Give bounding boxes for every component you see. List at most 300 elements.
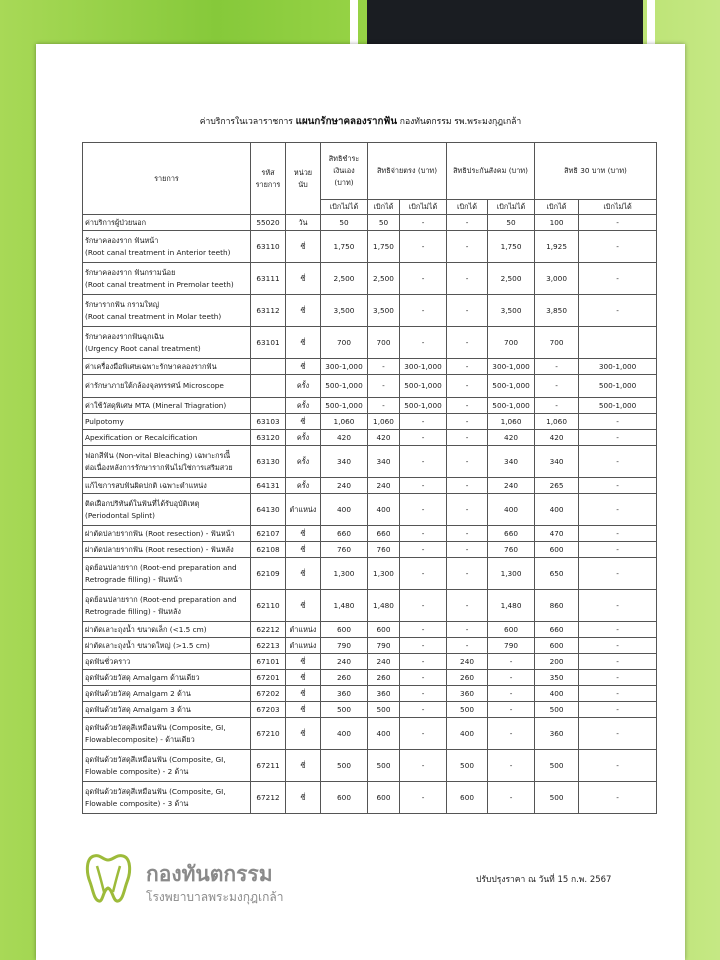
row-price-direct-not-claimable: 300-1,000: [400, 359, 447, 375]
subheader-claimable: เบิกได้: [368, 200, 400, 215]
title-main: แผนกรักษาคลองรากฟัน: [295, 116, 398, 127]
row-price-self-pay-not-claimable: 240: [321, 478, 368, 494]
row-price-social-claimable: 600: [447, 782, 488, 814]
row-unit: ซี่: [286, 558, 321, 590]
row-price-uc30-not-claimable: 300-1,000: [579, 359, 657, 375]
row-price-uc30-claimable: 400: [535, 494, 579, 526]
row-price-social-claimable: -: [447, 263, 488, 295]
row-price-social-claimable: -: [447, 494, 488, 526]
row-code: 55020: [251, 215, 286, 231]
row-price-uc30-claimable: -: [535, 359, 579, 375]
row-price-self-pay-not-claimable: 400: [321, 718, 368, 750]
row-price-social-claimable: -: [447, 295, 488, 327]
table-row: [83, 494, 657, 526]
row-price-social-claimable: -: [447, 622, 488, 638]
row-code: 63130: [251, 446, 286, 478]
row-price-direct-not-claimable: -: [400, 750, 447, 782]
row-code: 63110: [251, 231, 286, 263]
table-row: [83, 702, 657, 718]
row-item-name: ค่ารักษาภายใต้กล้องจุลทรรศน์ Microscope: [83, 375, 251, 398]
table-row: [83, 590, 657, 622]
row-price-uc30-not-claimable: -: [579, 670, 657, 686]
row-unit: ซี่: [286, 295, 321, 327]
row-code: [251, 398, 286, 414]
row-price-social-not-claimable: 660: [488, 526, 535, 542]
row-price-uc30-not-claimable: -: [579, 622, 657, 638]
row-price-social-claimable: 400: [447, 718, 488, 750]
row-price-direct-claimable: 500: [368, 750, 400, 782]
table-row: [83, 526, 657, 542]
row-price-uc30-claimable: 660: [535, 622, 579, 638]
row-price-direct-not-claimable: -: [400, 327, 447, 359]
row-item-name: อุดฟันชั่วคราว: [83, 654, 251, 670]
row-code: 64130: [251, 494, 286, 526]
row-price-uc30-not-claimable: -: [579, 494, 657, 526]
table-row: [83, 638, 657, 654]
row-price-social-claimable: -: [447, 638, 488, 654]
row-code: 67201: [251, 670, 286, 686]
row-price-uc30-claimable: 340: [535, 446, 579, 478]
row-price-direct-claimable: 600: [368, 622, 400, 638]
row-price-social-claimable: -: [447, 398, 488, 414]
price-update-note: ปรับปรุงราคา ณ วันที่ 15 ก.พ. 2567: [476, 875, 612, 885]
table-row: [83, 622, 657, 638]
row-unit: ซี่: [286, 526, 321, 542]
row-item-name: อุดฟันด้วยวัสดุ Amalgam 2 ด้าน: [83, 686, 251, 702]
row-price-social-claimable: -: [447, 542, 488, 558]
row-item-name: รักษาคลองราก ฟันกรามน้อย (Root canal treatment in Premolar teeth): [83, 263, 251, 295]
row-price-self-pay-not-claimable: 660: [321, 526, 368, 542]
table-row: [83, 750, 657, 782]
row-price-direct-claimable: 420: [368, 430, 400, 446]
row-code: 62110: [251, 590, 286, 622]
row-code: 62213: [251, 638, 286, 654]
row-price-uc30-not-claimable: -: [579, 558, 657, 590]
row-code: 67211: [251, 750, 286, 782]
row-item-name: แก้ไขการสบฟันผิดปกติ เฉพาะตำแหน่ง: [83, 478, 251, 494]
row-price-social-claimable: -: [447, 558, 488, 590]
row-price-direct-claimable: 340: [368, 446, 400, 478]
row-unit: ตำแหน่ง: [286, 494, 321, 526]
row-code: 63111: [251, 263, 286, 295]
row-price-uc30-not-claimable: -: [579, 782, 657, 814]
table-row: [83, 478, 657, 494]
row-price-direct-claimable: 1,060: [368, 414, 400, 430]
row-price-social-claimable: 360: [447, 686, 488, 702]
row-unit: ซี่: [286, 750, 321, 782]
row-price-uc30-claimable: 360: [535, 718, 579, 750]
row-price-direct-not-claimable: 500-1,000: [400, 375, 447, 398]
row-price-self-pay-not-claimable: 360: [321, 686, 368, 702]
title-prefix: ค่าบริการในเวลาราชการ: [199, 117, 293, 127]
row-unit: ตำแหน่ง: [286, 622, 321, 638]
row-price-direct-claimable: 790: [368, 638, 400, 654]
row-price-social-claimable: -: [447, 526, 488, 542]
row-item-name: อุดฟันด้วยวัสดุสีเหมือนฟัน (Composite, GI, Flowable composite) - 3 ด้าน: [83, 782, 251, 814]
row-code: [251, 359, 286, 375]
row-unit: ครั้ง: [286, 478, 321, 494]
row-price-social-not-claimable: 1,060: [488, 414, 535, 430]
row-item-name: ฟอกสีฟัน (Non-vital Bleaching) เฉพาะกรณีี ต่อเนื่องหลังการรักษารากฟันไม่ใช่การเสริมสวย: [83, 446, 251, 478]
table-row: [83, 398, 657, 414]
row-price-social-claimable: -: [447, 478, 488, 494]
row-price-uc30-claimable: 3,000: [535, 263, 579, 295]
row-price-uc30-not-claimable: [579, 327, 657, 359]
row-code: 62212: [251, 622, 286, 638]
document-page: [36, 44, 685, 960]
row-price-social-not-claimable: -: [488, 702, 535, 718]
row-price-uc30-claimable: 400: [535, 686, 579, 702]
row-unit: ซี่: [286, 359, 321, 375]
row-price-direct-claimable: 3,500: [368, 295, 400, 327]
row-code: 64131: [251, 478, 286, 494]
row-price-self-pay-not-claimable: 1,480: [321, 590, 368, 622]
row-price-direct-not-claimable: -: [400, 231, 447, 263]
table-row: [83, 686, 657, 702]
row-price-direct-not-claimable: -: [400, 590, 447, 622]
row-price-direct-not-claimable: -: [400, 622, 447, 638]
row-price-self-pay-not-claimable: 50: [321, 215, 368, 231]
row-price-social-not-claimable: 2,500: [488, 263, 535, 295]
row-price-direct-not-claimable: -: [400, 686, 447, 702]
table-row: [83, 414, 657, 430]
row-price-direct-claimable: 400: [368, 494, 400, 526]
row-item-name: Apexification or Recalcification: [83, 430, 251, 446]
header-social-security: สิทธิประกันสังคม (บาท): [447, 143, 535, 200]
row-item-name: อุดย้อนปลายราก (Root-end preparation and Retrograde filling) - ฟันหน้า: [83, 558, 251, 590]
row-price-social-claimable: -: [447, 327, 488, 359]
row-price-uc30-not-claimable: 500-1,000: [579, 375, 657, 398]
row-unit: ซี่: [286, 263, 321, 295]
table-row: [83, 782, 657, 814]
row-price-direct-claimable: 50: [368, 215, 400, 231]
row-item-name: รักษาคลองรากฟันฉุกเฉิน (Urgency Root canal treatment): [83, 327, 251, 359]
row-price-direct-not-claimable: 500-1,000: [400, 398, 447, 414]
row-unit: ครั้ง: [286, 446, 321, 478]
row-price-social-claimable: -: [447, 231, 488, 263]
row-price-uc30-claimable: 500: [535, 750, 579, 782]
row-price-direct-not-claimable: -: [400, 263, 447, 295]
header-item: รายการ: [83, 143, 251, 215]
row-price-uc30-not-claimable: -: [579, 478, 657, 494]
row-unit: ซี่: [286, 718, 321, 750]
row-price-social-not-claimable: 400: [488, 494, 535, 526]
row-price-self-pay-not-claimable: 700: [321, 327, 368, 359]
row-code: 62108: [251, 542, 286, 558]
page-title: [36, 114, 685, 129]
row-unit: ครั้ง: [286, 430, 321, 446]
row-price-uc30-not-claimable: -: [579, 590, 657, 622]
row-unit: ซี่: [286, 782, 321, 814]
row-price-uc30-claimable: 3,850: [535, 295, 579, 327]
row-code: 67203: [251, 702, 286, 718]
row-code: 67210: [251, 718, 286, 750]
row-price-social-claimable: -: [447, 430, 488, 446]
row-price-social-not-claimable: 700: [488, 327, 535, 359]
row-price-social-not-claimable: 790: [488, 638, 535, 654]
table-row: [83, 375, 657, 398]
row-price-direct-not-claimable: -: [400, 414, 447, 430]
subheader-not-claimable: เบิกไม่ได้: [321, 200, 368, 215]
row-item-name: รักษารากฟัน กรามใหญ่ (Root canal treatment in Molar teeth): [83, 295, 251, 327]
row-item-name: อุดฟันด้วยวัสดุสีเหมือนฟัน (Composite, GI, Flowablecomposite) - ด้านเดียว: [83, 718, 251, 750]
row-price-uc30-not-claimable: -: [579, 430, 657, 446]
row-price-uc30-not-claimable: -: [579, 718, 657, 750]
row-unit: ซี่: [286, 414, 321, 430]
row-code: 63103: [251, 414, 286, 430]
row-price-social-not-claimable: 420: [488, 430, 535, 446]
table-row: [83, 215, 657, 231]
row-price-direct-claimable: 400: [368, 718, 400, 750]
row-price-social-not-claimable: 1,750: [488, 231, 535, 263]
row-price-uc30-not-claimable: -: [579, 526, 657, 542]
row-price-direct-not-claimable: -: [400, 478, 447, 494]
row-item-name: อุดฟันด้วยวัสดุ Amalgam 3 ด้าน: [83, 702, 251, 718]
row-price-uc30-claimable: 1,060: [535, 414, 579, 430]
table-row: [83, 542, 657, 558]
row-unit: ซี่: [286, 327, 321, 359]
row-code: 63112: [251, 295, 286, 327]
row-price-self-pay-not-claimable: 600: [321, 782, 368, 814]
subheader-not-claimable: เบิกไม่ได้: [400, 200, 447, 215]
row-price-self-pay-not-claimable: 400: [321, 494, 368, 526]
row-price-direct-claimable: 700: [368, 327, 400, 359]
table-row: [83, 654, 657, 670]
row-unit: ตำแหน่ง: [286, 638, 321, 654]
row-unit: วัน: [286, 215, 321, 231]
row-price-direct-not-claimable: -: [400, 702, 447, 718]
row-item-name: ค่าเครื่องมือพิเศษเฉพาะรักษาคลองรากฟัน: [83, 359, 251, 375]
row-price-self-pay-not-claimable: 1,060: [321, 414, 368, 430]
row-price-social-claimable: 500: [447, 750, 488, 782]
row-code: 67202: [251, 686, 286, 702]
row-price-direct-claimable: 360: [368, 686, 400, 702]
table-row: [83, 558, 657, 590]
table-row: [83, 670, 657, 686]
row-price-social-claimable: -: [447, 446, 488, 478]
row-code: 62109: [251, 558, 286, 590]
row-price-direct-not-claimable: -: [400, 542, 447, 558]
row-price-social-not-claimable: 600: [488, 622, 535, 638]
row-price-self-pay-not-claimable: 3,500: [321, 295, 368, 327]
row-price-direct-not-claimable: -: [400, 654, 447, 670]
row-price-direct-not-claimable: -: [400, 215, 447, 231]
table-row: [83, 446, 657, 478]
row-price-direct-claimable: 760: [368, 542, 400, 558]
row-code: 62107: [251, 526, 286, 542]
row-price-social-not-claimable: 500-1,000: [488, 375, 535, 398]
row-price-direct-not-claimable: -: [400, 526, 447, 542]
row-price-uc30-not-claimable: -: [579, 654, 657, 670]
row-price-uc30-claimable: 200: [535, 654, 579, 670]
row-price-direct-not-claimable: -: [400, 638, 447, 654]
row-price-self-pay-not-claimable: 500-1,000: [321, 375, 368, 398]
header-code: รหัส รายการ: [251, 143, 286, 215]
row-price-social-not-claimable: 500-1,000: [488, 398, 535, 414]
row-unit: ซี่: [286, 590, 321, 622]
title-suffix: กองทันตกรรม รพ.พระมงกุฎเกล้า: [399, 117, 522, 127]
row-price-direct-not-claimable: -: [400, 670, 447, 686]
row-price-uc30-claimable: 470: [535, 526, 579, 542]
row-item-name: อุดย้อนปลายราก (Root-end preparation and Retrograde filling) - ฟันหลัง: [83, 590, 251, 622]
row-price-social-not-claimable: -: [488, 718, 535, 750]
row-price-self-pay-not-claimable: 340: [321, 446, 368, 478]
row-price-uc30-claimable: 265: [535, 478, 579, 494]
row-price-uc30-not-claimable: -: [579, 750, 657, 782]
row-price-self-pay-not-claimable: 500: [321, 750, 368, 782]
row-price-uc30-not-claimable: 500-1,000: [579, 398, 657, 414]
row-code: 63101: [251, 327, 286, 359]
row-price-direct-claimable: 260: [368, 670, 400, 686]
row-item-name: ค่าบริการผู้ป่วยนอก: [83, 215, 251, 231]
table-row: [83, 327, 657, 359]
row-price-direct-not-claimable: -: [400, 494, 447, 526]
row-code: 63120: [251, 430, 286, 446]
row-price-direct-not-claimable: -: [400, 718, 447, 750]
row-price-direct-claimable: 500: [368, 702, 400, 718]
row-code: 67101: [251, 654, 286, 670]
row-item-name: ค่าใช้วัสดุพิเศษ MTA (Mineral Triagration): [83, 398, 251, 414]
row-price-social-not-claimable: 760: [488, 542, 535, 558]
row-price-uc30-claimable: 500: [535, 702, 579, 718]
price-table: [82, 142, 657, 814]
row-price-social-claimable: 260: [447, 670, 488, 686]
row-price-uc30-claimable: 500: [535, 782, 579, 814]
row-price-uc30-claimable: 600: [535, 542, 579, 558]
row-price-uc30-not-claimable: -: [579, 231, 657, 263]
row-price-social-claimable: -: [447, 375, 488, 398]
row-price-uc30-claimable: 350: [535, 670, 579, 686]
price-table-body: [83, 215, 657, 814]
table-row: [83, 359, 657, 375]
row-price-uc30-not-claimable: -: [579, 542, 657, 558]
row-price-uc30-claimable: -: [535, 398, 579, 414]
row-price-self-pay-not-claimable: 790: [321, 638, 368, 654]
row-price-uc30-claimable: 420: [535, 430, 579, 446]
table-row: [83, 718, 657, 750]
row-price-uc30-claimable: 700: [535, 327, 579, 359]
row-price-uc30-claimable: 1,925: [535, 231, 579, 263]
row-price-self-pay-not-claimable: 1,750: [321, 231, 368, 263]
row-price-social-not-claimable: 240: [488, 478, 535, 494]
row-price-direct-claimable: 1,480: [368, 590, 400, 622]
row-item-name: ผ่าตัดปลายรากฟัน (Root resection) - ฟันหลัง: [83, 542, 251, 558]
row-price-self-pay-not-claimable: 240: [321, 654, 368, 670]
row-price-social-not-claimable: 3,500: [488, 295, 535, 327]
row-item-name: ผ่าตัดเลาะถุงน้ำ ขนาดใหญ่ (>1.5 cm): [83, 638, 251, 654]
row-price-direct-claimable: 1,300: [368, 558, 400, 590]
table-row: [83, 263, 657, 295]
row-price-uc30-not-claimable: -: [579, 446, 657, 478]
row-price-uc30-not-claimable: -: [579, 215, 657, 231]
row-price-uc30-not-claimable: -: [579, 414, 657, 430]
row-price-direct-not-claimable: -: [400, 446, 447, 478]
row-price-direct-claimable: -: [368, 359, 400, 375]
row-price-direct-claimable: 1,750: [368, 231, 400, 263]
row-price-social-claimable: -: [447, 414, 488, 430]
row-price-uc30-claimable: 860: [535, 590, 579, 622]
row-price-social-not-claimable: -: [488, 654, 535, 670]
row-price-uc30-claimable: 650: [535, 558, 579, 590]
header-uc30: สิทธิ 30 บาท (บาท): [535, 143, 657, 200]
row-code: 67212: [251, 782, 286, 814]
row-price-social-not-claimable: -: [488, 750, 535, 782]
row-price-social-claimable: -: [447, 590, 488, 622]
row-price-social-claimable: -: [447, 359, 488, 375]
row-unit: ครั้ง: [286, 398, 321, 414]
row-item-name: Pulpotomy: [83, 414, 251, 430]
row-unit: ซี่: [286, 542, 321, 558]
row-price-social-claimable: 500: [447, 702, 488, 718]
row-price-social-claimable: 240: [447, 654, 488, 670]
row-price-social-not-claimable: 1,300: [488, 558, 535, 590]
row-unit: ซี่: [286, 702, 321, 718]
header-direct: สิทธิจ่ายตรง (บาท): [368, 143, 447, 200]
department-name: กองทันตกรรม: [146, 862, 273, 886]
row-price-direct-claimable: 600: [368, 782, 400, 814]
row-price-uc30-not-claimable: -: [579, 638, 657, 654]
row-code: [251, 375, 286, 398]
row-price-direct-claimable: 240: [368, 654, 400, 670]
row-price-direct-not-claimable: -: [400, 782, 447, 814]
row-price-uc30-not-claimable: -: [579, 702, 657, 718]
subheader-not-claimable: เบิกไม่ได้: [579, 200, 657, 215]
header-self-pay: สิทธิชำระ เงินเอง (บาท): [321, 143, 368, 200]
subheader-claimable: เบิกได้: [447, 200, 488, 215]
row-item-name: ติดเฝือกปริทันต์ในฟันที่ได้รับอุบัติเหตุ (Periodontal Splint): [83, 494, 251, 526]
row-unit: ซี่: [286, 670, 321, 686]
table-row: [83, 295, 657, 327]
row-price-direct-not-claimable: -: [400, 430, 447, 446]
row-item-name: ผ่าตัดเลาะถุงน้ำ ขนาดเล็ก (<1.5 cm): [83, 622, 251, 638]
row-item-name: อุดฟันด้วยวัสดุสีเหมือนฟัน (Composite, GI, Flowable composite) - 2 ด้าน: [83, 750, 251, 782]
subheader-not-claimable: เบิกไม่ได้: [488, 200, 535, 215]
row-item-name: ผ่าตัดปลายรากฟัน (Root resection) - ฟันหน้า: [83, 526, 251, 542]
row-price-social-not-claimable: -: [488, 686, 535, 702]
subheader-claimable: เบิกได้: [535, 200, 579, 215]
row-price-social-claimable: -: [447, 215, 488, 231]
row-price-social-not-claimable: 50: [488, 215, 535, 231]
row-price-self-pay-not-claimable: 500-1,000: [321, 398, 368, 414]
row-price-direct-claimable: -: [368, 375, 400, 398]
row-price-social-not-claimable: 1,480: [488, 590, 535, 622]
row-price-self-pay-not-claimable: 600: [321, 622, 368, 638]
row-unit: ครั้ง: [286, 375, 321, 398]
row-price-direct-claimable: 660: [368, 526, 400, 542]
table-row: [83, 430, 657, 446]
row-price-social-not-claimable: 340: [488, 446, 535, 478]
price-table-container: [82, 142, 656, 814]
row-unit: ซี่: [286, 231, 321, 263]
row-price-social-not-claimable: -: [488, 670, 535, 686]
row-price-self-pay-not-claimable: 1,300: [321, 558, 368, 590]
row-item-name: อุดฟันด้วยวัสดุ Amalgam ด้านเดียว: [83, 670, 251, 686]
row-price-self-pay-not-claimable: 260: [321, 670, 368, 686]
row-price-direct-claimable: 2,500: [368, 263, 400, 295]
row-unit: ซี่: [286, 686, 321, 702]
row-price-uc30-not-claimable: -: [579, 263, 657, 295]
row-price-uc30-claimable: 600: [535, 638, 579, 654]
row-price-direct-claimable: -: [368, 398, 400, 414]
row-price-direct-claimable: 240: [368, 478, 400, 494]
row-price-direct-not-claimable: -: [400, 295, 447, 327]
row-price-self-pay-not-claimable: 2,500: [321, 263, 368, 295]
table-row: [83, 231, 657, 263]
row-price-uc30-claimable: -: [535, 375, 579, 398]
footer-logo: [84, 852, 294, 912]
row-price-direct-not-claimable: -: [400, 558, 447, 590]
tooth-logo-icon: [84, 852, 134, 904]
